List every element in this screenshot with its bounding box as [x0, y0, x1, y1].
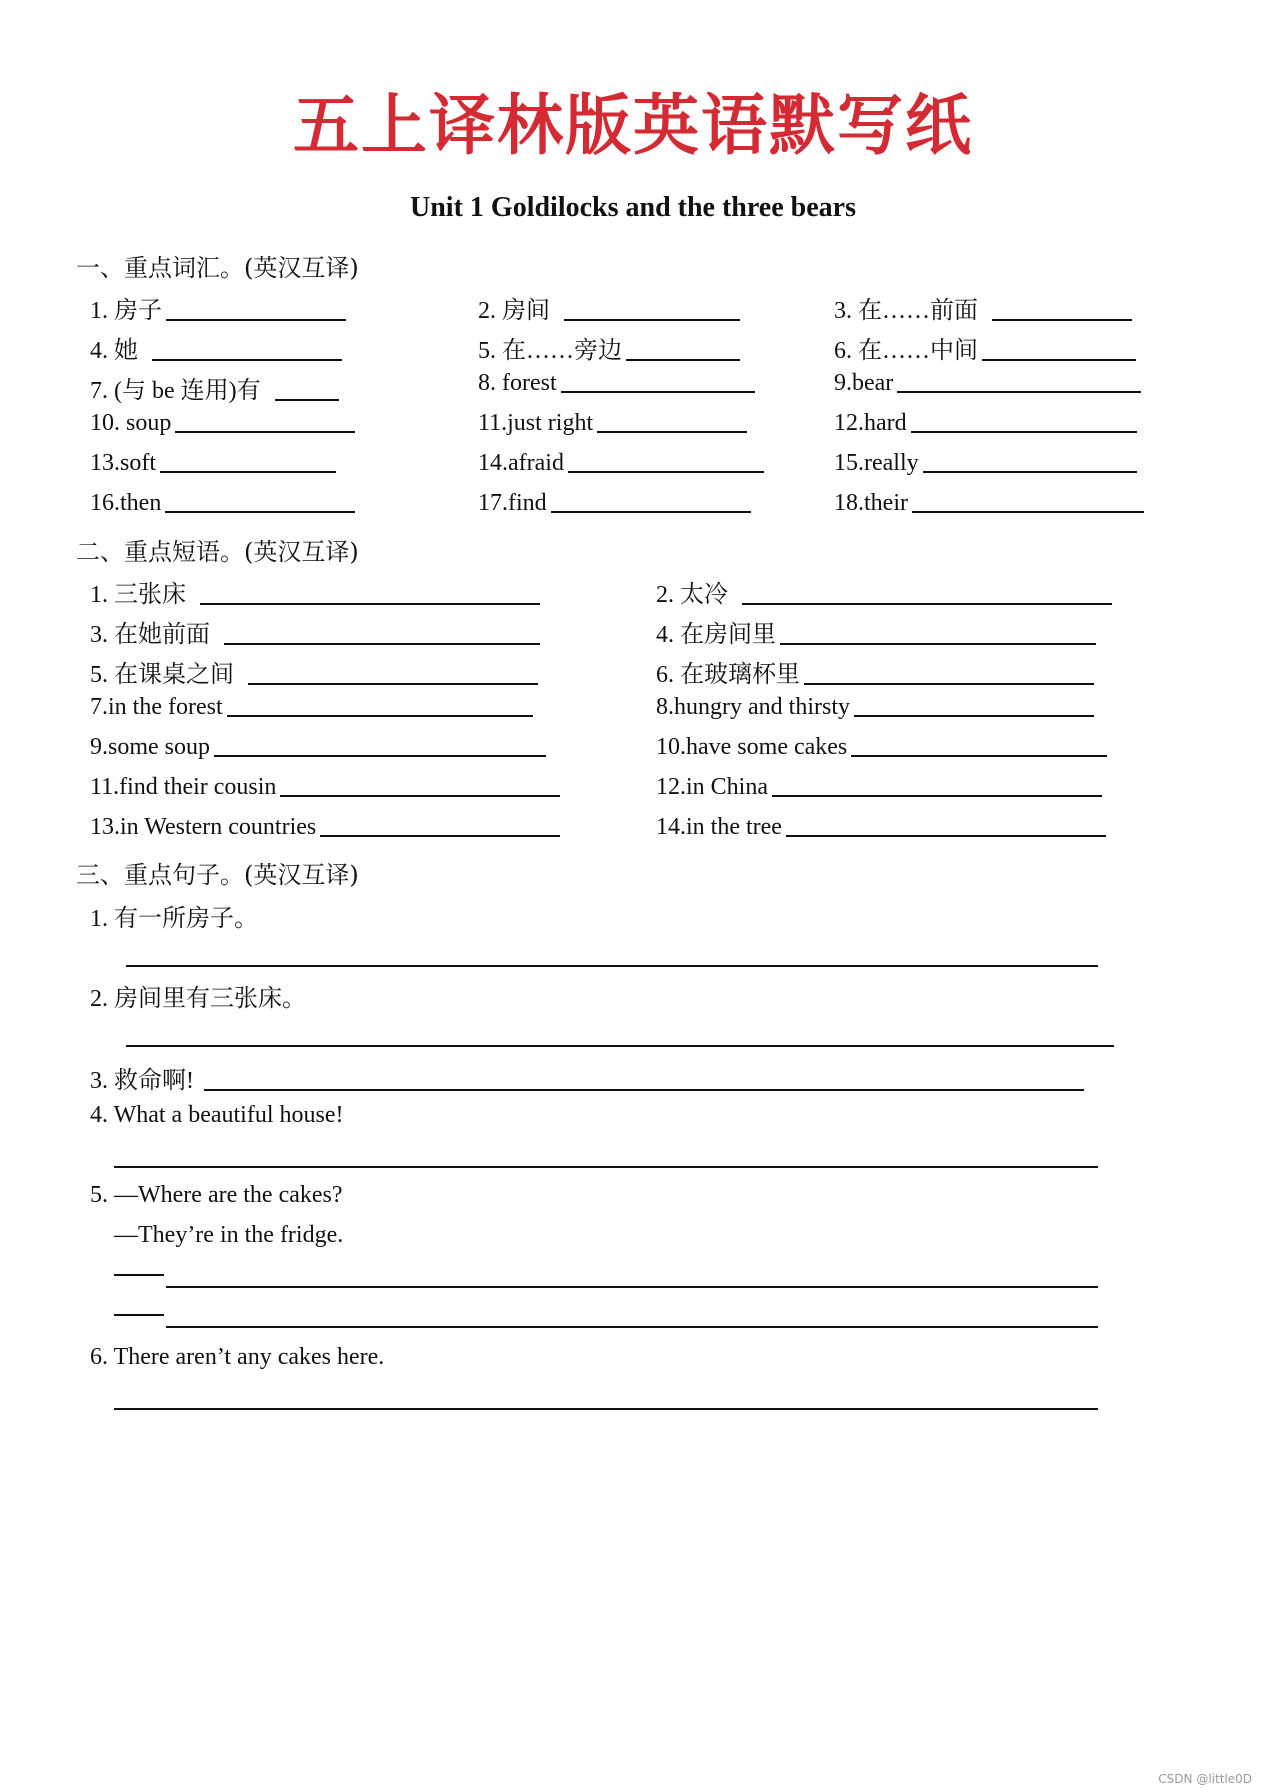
answer-line[interactable]: [126, 965, 1098, 967]
vocab-item: 17.find: [478, 490, 751, 517]
unit-title: Unit 1 Goldilocks and the three bears: [410, 192, 856, 223]
vocab-item: 13.soft: [90, 450, 336, 477]
answer-line[interactable]: [126, 1045, 1114, 1047]
answer-blank[interactable]: [992, 317, 1132, 321]
vocab-item: 2. 房间: [478, 290, 740, 325]
answer-blank[interactable]: [786, 833, 1106, 837]
vocab-item: 12.hard: [834, 410, 1137, 437]
answer-blank[interactable]: [912, 509, 1144, 513]
phrase-item: 10.have some cakes: [656, 734, 1107, 761]
watermark: CSDN @little0D: [1158, 1772, 1252, 1786]
vocab-item: 9.bear: [834, 370, 1141, 397]
sentence-prompt: 2. 房间里有三张床。: [90, 986, 306, 1012]
answer-blank[interactable]: [227, 713, 533, 717]
answer-line[interactable]: [114, 1166, 1098, 1168]
answer-line[interactable]: [166, 1326, 1098, 1328]
phrase-item: 7.in the forest: [90, 694, 533, 721]
vocab-item: 10. soup: [90, 410, 355, 437]
phrase-item: 12.in China: [656, 774, 1102, 801]
sentence-prompt: 5. —Where are the cakes?: [90, 1182, 343, 1208]
phrase-item: 9.some soup: [90, 734, 546, 761]
answer-blank[interactable]: [564, 317, 740, 321]
answer-blank[interactable]: [175, 429, 355, 433]
answer-blank[interactable]: [275, 397, 339, 401]
answer-blank[interactable]: [320, 833, 560, 837]
answer-blank[interactable]: [923, 469, 1137, 473]
vocab-item: 14.afraid: [478, 450, 764, 477]
answer-blank[interactable]: [982, 357, 1136, 361]
vocab-item: 16.then: [90, 490, 355, 517]
answer-blank[interactable]: [780, 641, 1096, 645]
answer-blank[interactable]: [204, 1087, 1084, 1091]
answer-line[interactable]: [114, 1408, 1098, 1410]
answer-blank[interactable]: [224, 641, 540, 645]
answer-blank[interactable]: [165, 509, 355, 513]
sentence-prompt: —They’re in the fridge.: [114, 1222, 344, 1248]
answer-blank[interactable]: [200, 601, 540, 605]
section1-heading: 一、重点词汇。(英汉互译): [76, 254, 359, 282]
phrase-item: 1. 三张床: [90, 574, 540, 609]
phrase-item: 3. 在她前面: [90, 614, 540, 649]
answer-blank[interactable]: [166, 317, 346, 321]
answer-blank[interactable]: [214, 753, 546, 757]
answer-blank[interactable]: [626, 357, 740, 361]
answer-blank[interactable]: [911, 429, 1137, 433]
sentence-prompt: 1. 有一所房子。: [90, 906, 258, 932]
answer-blank[interactable]: [742, 601, 1112, 605]
phrase-item: 14.in the tree: [656, 814, 1106, 841]
vocab-item: 3. 在……前面: [834, 290, 1132, 325]
vocab-item: 1. 房子: [90, 290, 346, 325]
phrase-item: 11.find their cousin: [90, 774, 560, 801]
answer-blank[interactable]: [551, 509, 751, 513]
phrase-item: 5. 在课桌之间: [90, 654, 538, 689]
vocab-item: 15.really: [834, 450, 1137, 477]
answer-blank[interactable]: [160, 469, 336, 473]
answer-blank[interactable]: [854, 713, 1094, 717]
vocab-item: 4. 她: [90, 330, 342, 365]
answer-blank[interactable]: [561, 389, 755, 393]
answer-line[interactable]: [166, 1286, 1098, 1288]
phrase-item: 2. 太冷: [656, 574, 1112, 609]
sentence-prompt: 6. There aren’t any cakes here.: [90, 1344, 385, 1370]
answer-blank[interactable]: [597, 429, 747, 433]
answer-blank[interactable]: [280, 793, 560, 797]
vocab-item: 18.their: [834, 490, 1144, 517]
phrase-item: 6. 在玻璃杯里: [656, 654, 1094, 689]
answer-blank[interactable]: [568, 469, 764, 473]
section3-heading: 三、重点句子。(英汉互译): [76, 861, 359, 889]
phrase-item: 13.in Western countries: [90, 814, 560, 841]
vocab-item: 8. forest: [478, 370, 755, 397]
vocab-item: 5. 在……旁边: [478, 330, 740, 365]
dialogue-dash: [114, 1274, 164, 1276]
answer-blank[interactable]: [804, 681, 1094, 685]
answer-blank[interactable]: [851, 753, 1107, 757]
dialogue-dash: [114, 1314, 164, 1316]
vocab-item: 11.just right: [478, 410, 747, 437]
phrase-item: 4. 在房间里: [656, 614, 1096, 649]
phrase-item: 8.hungry and thirsty: [656, 694, 1094, 721]
sentence-prompt: 4. What a beautiful house!: [90, 1102, 344, 1128]
sentence-prompt: 3. 救命啊!: [90, 1060, 1084, 1095]
section2-heading: 二、重点短语。(英汉互译): [76, 538, 359, 566]
answer-blank[interactable]: [248, 681, 538, 685]
page-title: 五上译林版英语默写纸: [293, 87, 973, 164]
answer-blank[interactable]: [772, 793, 1102, 797]
vocab-item: 6. 在……中间: [834, 330, 1136, 365]
vocab-item: 7. (与 be 连用)有: [90, 370, 339, 405]
answer-blank[interactable]: [152, 357, 342, 361]
answer-blank[interactable]: [897, 389, 1141, 393]
